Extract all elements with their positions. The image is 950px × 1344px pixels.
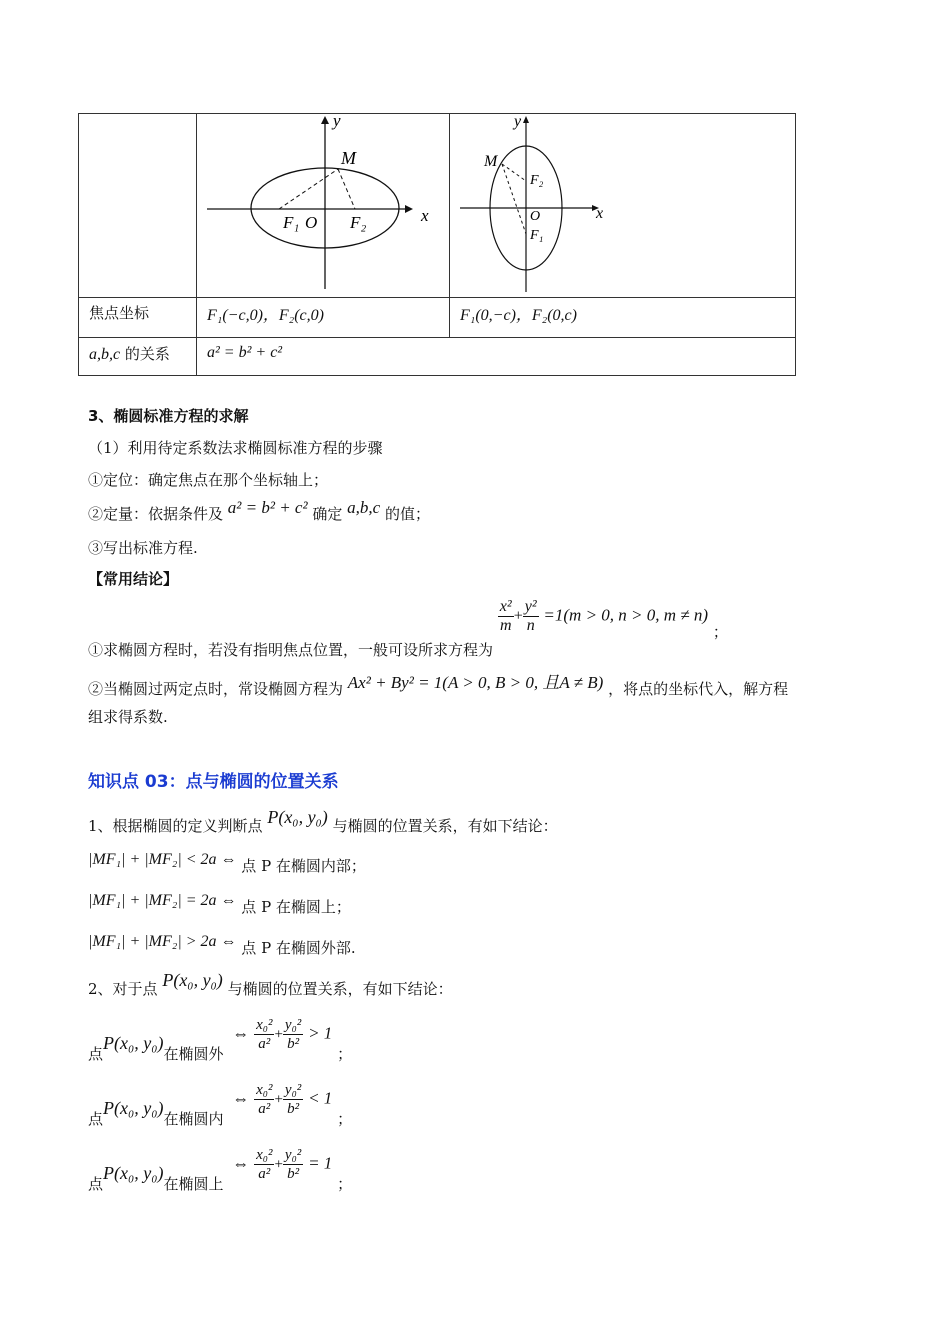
f1-label: F₁	[530, 228, 544, 243]
mf1-segment	[279, 169, 338, 209]
c1-frac-y	[523, 598, 539, 635]
relation-label-cell	[79, 338, 197, 376]
item-rel: > 1	[308, 1023, 333, 1043]
relation-formula: a² = b² + c²	[207, 344, 283, 361]
m-label: M	[484, 153, 498, 170]
c1-num1: x²	[499, 598, 512, 615]
kp03-p2-b: 与椭圆的位置关系，有如下结论：	[227, 980, 453, 998]
frac-num: y₀²	[284, 1147, 302, 1163]
c1-den2: n	[526, 617, 535, 634]
x-label: x	[596, 205, 604, 222]
c1-den1: m	[499, 617, 512, 634]
mf2-segment	[338, 169, 355, 209]
item-rel: = 1	[308, 1153, 333, 1173]
relation-vars: a,b,c	[89, 346, 121, 363]
kp03-p1	[88, 807, 558, 836]
frac-num: y₀²	[284, 1017, 302, 1033]
c1-num2: y²	[524, 598, 537, 615]
item-frac-y	[283, 1016, 303, 1053]
frac-den: a²	[258, 1166, 271, 1182]
item-iff: ⇔	[232, 1088, 250, 1108]
c1-tail: =1(m > 0, n > 0, m ≠ n)	[543, 605, 709, 625]
kp03-p2	[88, 970, 453, 999]
item-pre: 点	[88, 1109, 104, 1128]
position-item: 点P(x₀, y₀)在椭圆上 ⇔ $\frac{\text{x₀²}}{\text{a²}}$ + $\frac{\text{y₀²}}{\text{b²}}$ = 1 ；	[88, 1147, 353, 1193]
mf1-segment	[502, 164, 526, 234]
kp03-p1-a: 1、根据椭圆的定义判断点	[88, 817, 263, 835]
horizontal-ellipse-figure	[197, 114, 449, 297]
relation-label: 的关系	[124, 345, 170, 363]
item-pre: 点	[88, 1044, 104, 1063]
item-end: ；	[337, 1109, 353, 1128]
focus-horizontal: F₁(−c,0)，F₂(c,0)	[207, 307, 324, 324]
y-label: y	[333, 114, 341, 130]
o-label: O	[305, 213, 318, 232]
focus-label-cell	[79, 298, 197, 338]
empty-cell	[79, 114, 197, 298]
item-point: P(x₀, y₀)	[103, 1032, 164, 1053]
item-where: 在椭圆上	[163, 1174, 224, 1193]
rule-outside	[88, 930, 356, 957]
frac-den: a²	[258, 1036, 271, 1052]
m-label: M	[341, 148, 356, 168]
step2-text-b: 确定	[312, 505, 343, 523]
rule-inside-formula: |MF₁| + |MF₂| < 2a ⇔	[88, 851, 237, 868]
step2-text-a: ②定量：依据条件及	[88, 505, 224, 523]
rule-on	[88, 889, 351, 916]
section3-step1: ①定位：确定焦点在那个坐标轴上；	[88, 471, 329, 489]
item-frac-y	[283, 1146, 303, 1183]
step2-formula: a² = b² + c²	[227, 498, 308, 517]
rule-inside-text: 点 P 在椭圆内部；	[241, 857, 366, 875]
item-frac-x	[254, 1016, 274, 1053]
rule-inside	[88, 848, 366, 875]
frac-num: x₀²	[256, 1082, 273, 1098]
horizontal-ellipse-figure-cell	[197, 114, 450, 298]
kp03-p1-point: P(x₀, y₀)	[267, 807, 328, 827]
o-label: O	[530, 209, 541, 224]
f2-label: F₂	[530, 173, 544, 188]
item-iff: ⇔	[232, 1153, 250, 1173]
frac-den: b²	[287, 1166, 300, 1182]
frac-den: b²	[287, 1036, 300, 1052]
x-label: x	[421, 206, 429, 225]
item-frac-x	[254, 1146, 274, 1183]
kp03-p1-b: 与椭圆的位置关系，有如下结论：	[332, 817, 558, 835]
kp03-title: 知识点 03：点与椭圆的位置关系	[88, 772, 339, 792]
conclusions-title: 【常用结论】	[88, 570, 179, 588]
item-pre: 点	[88, 1174, 104, 1193]
c2-formula: Ax² + By² = 1(A > 0, B > 0, 且A ≠ B)	[347, 673, 604, 692]
mf2-segment	[502, 164, 526, 181]
step2-text-c: 的值；	[384, 505, 430, 523]
y-axis-arrow	[523, 116, 529, 123]
y-label: y	[514, 114, 522, 130]
section3-step3: ③写出标准方程.	[88, 539, 198, 557]
rule-outside-text: 点 P 在椭圆外部.	[241, 939, 356, 957]
frac-num: x₀²	[256, 1147, 273, 1163]
focus-label: 焦点坐标	[89, 304, 150, 322]
position-item: 点P(x₀, y₀)在椭圆外 ⇔ $\frac{\text{x₀²}}{\text{a²}}$ + $\frac{\text{y₀²}}{\text{b²}}$ > 1 ；	[88, 1017, 353, 1063]
focus-vertical: F₁(0,−c)，F₂(0,c)	[460, 307, 577, 324]
conclusion-1: ①求椭圆方程时，若没有指明焦点位置，一般可设所求方程为 $\frac{\text{x²}}{m}$ + $\frac{\text{y²}}{n}$ =1(m > 0, n > 0, m ≠ n) ；	[88, 598, 728, 659]
focus-vertical-cell	[450, 298, 796, 338]
f1-label: F₁	[283, 213, 300, 232]
step2-vars: a,b,c	[347, 498, 381, 517]
rule-outside-formula: |MF₁| + |MF₂| > 2a ⇔	[88, 933, 237, 950]
kp03-p2-a: 2、对于点	[88, 980, 158, 998]
item-frac-x	[254, 1081, 274, 1118]
vertical-ellipse-figure-cell	[450, 114, 796, 298]
f2-label: F₂	[350, 213, 367, 232]
item-rel: < 1	[308, 1088, 333, 1108]
item-iff: ⇔	[232, 1023, 250, 1043]
item-where: 在椭圆内	[163, 1109, 224, 1128]
frac-num: y₀²	[284, 1082, 302, 1098]
frac-den: b²	[287, 1101, 300, 1117]
conclusion-2	[88, 674, 788, 699]
focus-horizontal-cell	[197, 298, 450, 338]
item-end: ；	[337, 1174, 353, 1193]
x-axis-arrow	[405, 205, 413, 213]
kp03-p2-point: P(x₀, y₀)	[162, 970, 223, 990]
item-point: P(x₀, y₀)	[103, 1097, 164, 1118]
position-item: 点P(x₀, y₀)在椭圆内 ⇔ $\frac{\text{x₀²}}{\text{a²}}$ + $\frac{\text{y₀²}}{\text{b²}}$ < 1 ；	[88, 1082, 353, 1128]
c1-frac-x	[498, 598, 514, 635]
rule-on-formula: |MF₁| + |MF₂| = 2a ⇔	[88, 892, 237, 909]
c1-text: ①求椭圆方程时，若没有指明焦点位置，一般可设所求方程为	[88, 640, 494, 659]
item-frac-y	[283, 1081, 303, 1118]
item-end: ；	[337, 1044, 353, 1063]
section3-step-intro: （1）利用待定系数法求椭圆标准方程的步骤	[88, 439, 383, 457]
item-where: 在椭圆外	[163, 1044, 224, 1063]
c2-tail: ，将点的坐标代入，解方程	[608, 680, 789, 698]
ellipse-property-table	[78, 113, 796, 376]
c2-text: ②当椭圆过两定点时，常设椭圆方程为	[88, 680, 344, 698]
vertical-ellipse-figure	[450, 114, 795, 297]
section3-step2	[88, 498, 430, 524]
y-axis-arrow	[321, 116, 329, 124]
item-point: P(x₀, y₀)	[103, 1162, 164, 1183]
frac-den: a²	[258, 1101, 271, 1117]
relation-formula-cell	[197, 338, 796, 376]
c1-end: ；	[712, 622, 728, 641]
rule-on-text: 点 P 在椭圆上；	[241, 898, 351, 916]
section3-title: 3、椭圆标准方程的求解	[88, 407, 249, 425]
c2-line2: 组求得系数.	[88, 708, 168, 726]
frac-num: x₀²	[256, 1017, 273, 1033]
